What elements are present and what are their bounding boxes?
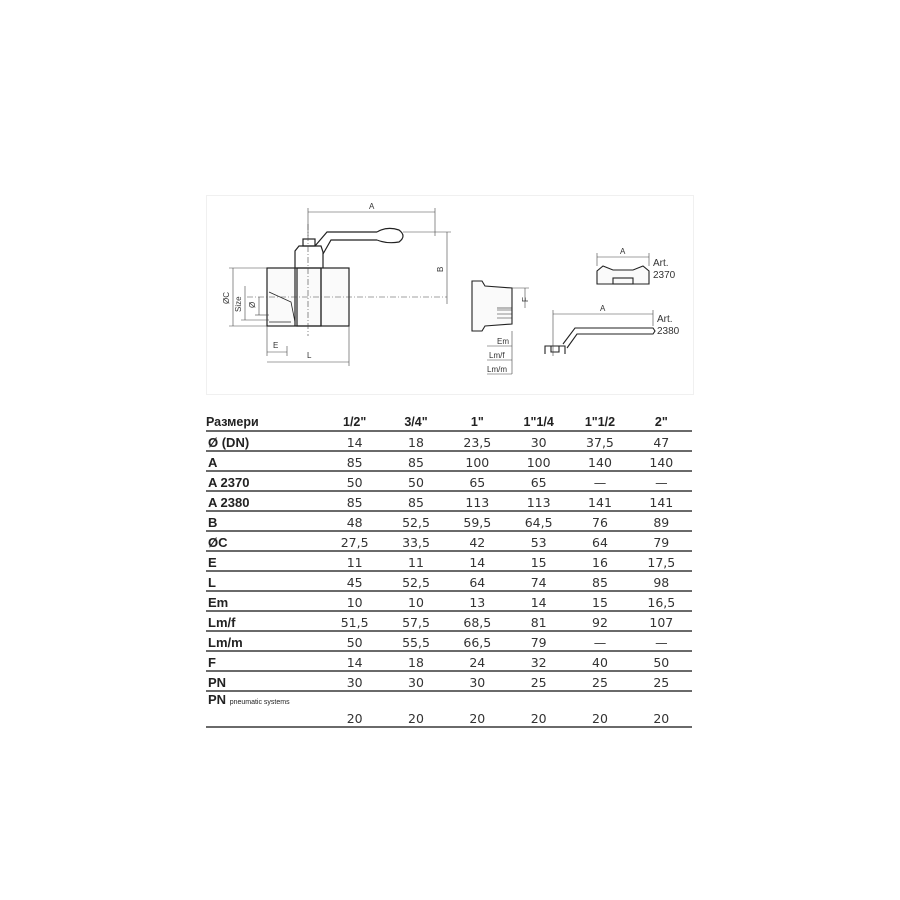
cell-value: 52,5 <box>385 571 446 591</box>
cell-value: 30 <box>508 431 569 451</box>
cell-value: 17,5 <box>631 551 692 571</box>
cell-value: 10 <box>385 591 446 611</box>
art-2380-line1: Art. <box>657 314 673 325</box>
cell-value: 45 <box>324 571 385 591</box>
cell-value: 64,5 <box>508 511 569 531</box>
cell-value: 50 <box>631 651 692 671</box>
dim-label-e: E <box>273 341 279 350</box>
cell-value: 15 <box>569 591 630 611</box>
cell-value: 100 <box>447 451 508 471</box>
cell-value: 20 <box>324 691 385 727</box>
cell-value: — <box>569 471 630 491</box>
cell-value: 37,5 <box>569 431 630 451</box>
header-size: 2" <box>631 412 692 431</box>
cell-value: 14 <box>324 651 385 671</box>
cell-value: 140 <box>569 451 630 471</box>
table-row <box>206 511 692 531</box>
cell-value: 107 <box>631 611 692 631</box>
cell-value: 50 <box>324 631 385 651</box>
table-row <box>206 551 692 571</box>
cell-value: 11 <box>324 551 385 571</box>
cell-value: 74 <box>508 571 569 591</box>
cell-value: 76 <box>569 511 630 531</box>
cell-value: 18 <box>385 431 446 451</box>
cell-value: 53 <box>508 531 569 551</box>
cell-value: 65 <box>447 471 508 491</box>
cell-value: 55,5 <box>385 631 446 651</box>
cell-value: 52,5 <box>385 511 446 531</box>
art-2370-line1: Art. <box>653 258 669 269</box>
cell-value: 27,5 <box>324 531 385 551</box>
dim-label-size: Size <box>234 296 243 312</box>
pn-label: PN <box>208 692 227 707</box>
cell-value: 79 <box>508 631 569 651</box>
cell-value: 23,5 <box>447 431 508 451</box>
cell-value: 40 <box>569 651 630 671</box>
cell-value: 85 <box>569 571 630 591</box>
cell-value: 30 <box>447 671 508 691</box>
cell-value: 85 <box>324 491 385 511</box>
cell-value: 141 <box>569 491 630 511</box>
cell-value: 15 <box>508 551 569 571</box>
table-row <box>206 571 692 591</box>
dimensions-table <box>206 412 692 728</box>
cell-value: 14 <box>508 591 569 611</box>
cell-value: 50 <box>324 471 385 491</box>
dim-label-bore: Ø <box>248 301 257 308</box>
table-body <box>206 431 692 727</box>
dim-label-l: L <box>307 351 312 360</box>
row-label: A 2380 <box>206 491 324 511</box>
dim-label-a-2370: A <box>620 247 626 256</box>
table-row <box>206 531 692 551</box>
table-header-row <box>206 412 692 431</box>
cell-value: — <box>631 471 692 491</box>
pn-sublabel: pneumatic systems <box>229 699 290 706</box>
cell-value: 32 <box>508 651 569 671</box>
row-label: Lm/m <box>206 631 324 651</box>
cell-value: 113 <box>447 491 508 511</box>
cell-value: 85 <box>385 491 446 511</box>
row-label: Ø (DN) <box>206 431 324 451</box>
table-row <box>206 591 692 611</box>
cell-value: 51,5 <box>324 611 385 631</box>
table-row <box>206 491 692 511</box>
table-row <box>206 611 692 631</box>
row-label: A 2370 <box>206 471 324 491</box>
cell-value: 42 <box>447 531 508 551</box>
cell-value: 30 <box>385 671 446 691</box>
art-2370-line2: 2370 <box>653 270 676 281</box>
cell-value: 11 <box>385 551 446 571</box>
technical-drawing <box>206 195 694 395</box>
header-size: 1" <box>447 412 508 431</box>
cell-value: 79 <box>631 531 692 551</box>
cell-value: 14 <box>324 431 385 451</box>
art-2380-line2: 2380 <box>657 326 680 337</box>
cell-value: 64 <box>447 571 508 591</box>
cell-value: 59,5 <box>447 511 508 531</box>
row-label: L <box>206 571 324 591</box>
cell-value: 24 <box>447 651 508 671</box>
dim-label-a-2380: A <box>600 304 606 313</box>
cell-value: 20 <box>631 691 692 727</box>
cell-value: 20 <box>508 691 569 727</box>
row-label: Lm/f <box>206 611 324 631</box>
header-size: 1/2" <box>324 412 385 431</box>
cell-value: 68,5 <box>447 611 508 631</box>
dim-label-a: A <box>369 202 375 211</box>
header-label: Размери <box>206 412 324 431</box>
cell-value: 89 <box>631 511 692 531</box>
cell-value: 100 <box>508 451 569 471</box>
cell-value: 140 <box>631 451 692 471</box>
table-row-pn-pneumatic <box>206 691 692 727</box>
dim-label-em: Em <box>497 337 509 346</box>
male-fitting-drawing <box>472 281 512 331</box>
table-row <box>206 471 692 491</box>
cell-value: 13 <box>447 591 508 611</box>
row-label: ØC <box>206 531 324 551</box>
cell-value: 92 <box>569 611 630 631</box>
table-row <box>206 431 692 451</box>
row-label <box>206 691 324 727</box>
butterfly-handle-2370 <box>597 266 649 284</box>
table-row <box>206 671 692 691</box>
cell-value: 65 <box>508 471 569 491</box>
cell-value: 20 <box>569 691 630 727</box>
dim-label-b: B <box>436 266 445 272</box>
table-row <box>206 651 692 671</box>
cell-value: 20 <box>447 691 508 727</box>
cell-value: 10 <box>324 591 385 611</box>
cell-value: 81 <box>508 611 569 631</box>
cell-value: 48 <box>324 511 385 531</box>
cell-value: 16 <box>569 551 630 571</box>
cell-value: 33,5 <box>385 531 446 551</box>
ball-valve-body <box>267 228 403 326</box>
dim-label-lmf: Lm/f <box>489 351 505 360</box>
dim-label-c: ØC <box>222 292 231 304</box>
row-label: A <box>206 451 324 471</box>
table-row <box>206 631 692 651</box>
header-size: 1"1/2 <box>569 412 630 431</box>
dim-label-f: F <box>521 297 530 302</box>
header-size: 1"1/4 <box>508 412 569 431</box>
row-label: F <box>206 651 324 671</box>
cell-value: 14 <box>447 551 508 571</box>
ball-valve-drawing-svg <box>207 196 693 394</box>
cell-value: 64 <box>569 531 630 551</box>
cell-value: — <box>569 631 630 651</box>
table-row <box>206 451 692 471</box>
cell-value: 50 <box>385 471 446 491</box>
cell-value: 57,5 <box>385 611 446 631</box>
header-size: 3/4" <box>385 412 446 431</box>
cell-value: 113 <box>508 491 569 511</box>
cell-value: 98 <box>631 571 692 591</box>
lever-handle-2380 <box>545 328 655 354</box>
row-label: E <box>206 551 324 571</box>
cell-value: 47 <box>631 431 692 451</box>
cell-value: 25 <box>569 671 630 691</box>
cell-value: 18 <box>385 651 446 671</box>
row-label: PN <box>206 671 324 691</box>
cell-value: 141 <box>631 491 692 511</box>
dim-label-lmm: Lm/m <box>487 365 507 374</box>
cell-value: 20 <box>385 691 446 727</box>
row-label: Em <box>206 591 324 611</box>
cell-value: 85 <box>324 451 385 471</box>
cell-value: 16,5 <box>631 591 692 611</box>
cell-value: 30 <box>324 671 385 691</box>
cell-value: — <box>631 631 692 651</box>
row-label: B <box>206 511 324 531</box>
cell-value: 25 <box>631 671 692 691</box>
cell-value: 66,5 <box>447 631 508 651</box>
cell-value: 25 <box>508 671 569 691</box>
handle-2380-dimension <box>553 310 653 356</box>
cell-value: 85 <box>385 451 446 471</box>
